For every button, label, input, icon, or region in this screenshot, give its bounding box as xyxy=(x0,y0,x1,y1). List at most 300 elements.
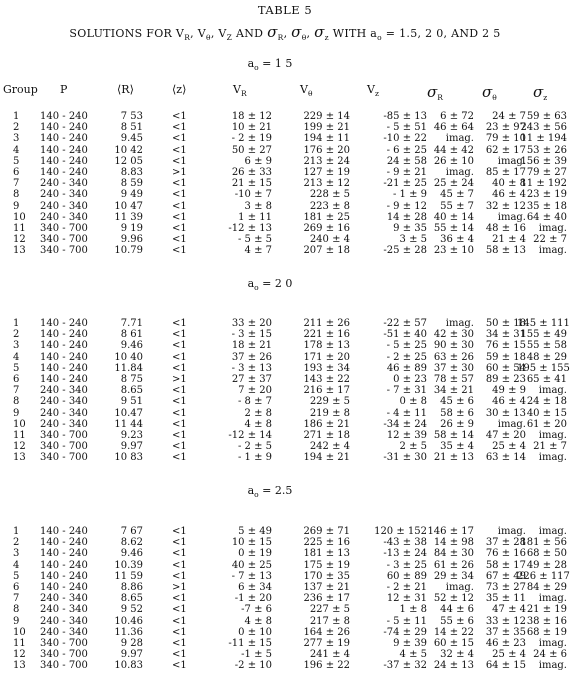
p-range-cell: 240 - 340 xyxy=(40,407,88,419)
r-mean-cell: 9 52 xyxy=(120,604,143,616)
table-row xyxy=(0,537,570,548)
group-cell: 12 xyxy=(13,441,26,453)
sigma-theta-cell: 58 ± 17 xyxy=(485,559,526,571)
group-cell: 11 xyxy=(13,429,26,441)
r-mean-cell: 9.96 xyxy=(120,234,143,246)
vtheta-cell: 176 ± 20 xyxy=(303,144,350,156)
sigma-theta-cell: 50 ± 18 xyxy=(485,318,526,329)
sigma-r-cell: 32 ± 4 xyxy=(440,649,474,661)
p-range-cell: 140 - 240 xyxy=(40,362,88,374)
group-cell: 1 xyxy=(13,318,20,329)
sigma-r-cell: 37 ± 30 xyxy=(433,362,474,374)
group-cell: 7 xyxy=(13,593,20,605)
z-mean-cell: <1 xyxy=(172,234,187,246)
r-mean-cell: 11 39 xyxy=(114,211,143,223)
sigma-r-cell: 14 ± 98 xyxy=(433,537,474,549)
sigma-r-cell: 58 ± 6 xyxy=(440,407,474,419)
p-range-cell: 340 - 700 xyxy=(40,234,88,246)
z-mean-cell: <1 xyxy=(172,570,187,582)
sigma-z-cell: 49 ± 28 xyxy=(526,559,567,571)
sigma-r-cell: 55 ± 14 xyxy=(433,222,474,234)
sigma-r-cell: 23 ± 10 xyxy=(433,245,474,257)
vtheta-cell: 164 ± 26 xyxy=(303,626,350,638)
sigma-r-cell: imag. xyxy=(445,581,474,593)
group-cell: 13 xyxy=(13,452,26,464)
vz-cell: - 1 ± 9 xyxy=(392,189,427,201)
vtheta-cell: 216 ± 17 xyxy=(303,385,350,397)
sigma-theta-cell: imag. xyxy=(497,526,526,537)
vtheta-cell: 194 ± 11 xyxy=(303,133,350,145)
group-cell: 4 xyxy=(13,559,20,571)
sigma-theta-cell: 33 ± 12 xyxy=(485,615,526,627)
r-mean-cell: 8 51 xyxy=(120,122,143,134)
vr-cell: - 8 ± 7 xyxy=(237,396,272,408)
p-range-cell: 140 - 240 xyxy=(40,340,88,352)
sigma-z-cell: imag. xyxy=(538,385,567,397)
z-mean-cell: <1 xyxy=(172,189,187,201)
p-range-cell: 240 - 340 xyxy=(40,593,88,605)
table-title: TABLE 5 xyxy=(257,3,313,17)
vz-cell: 12 ± 31 xyxy=(386,593,427,605)
group-cell: 8 xyxy=(13,604,20,616)
sigma-z-cell: 24 ± 6 xyxy=(533,649,567,661)
vz-cell: 14 ± 28 xyxy=(386,211,427,223)
z-mean-cell: <1 xyxy=(172,548,187,560)
z-mean-cell: <1 xyxy=(172,133,187,145)
sigma-z-cell: imag. xyxy=(538,452,567,464)
p-range-cell: 240 - 340 xyxy=(40,604,88,616)
sigma-theta-cell: 60 ± 54 xyxy=(485,362,526,374)
vz-cell: 9 ± 35 xyxy=(393,222,427,234)
sigma-r-cell: 29 ± 34 xyxy=(433,570,474,582)
sigma-z-cell: 61 ± 20 xyxy=(526,418,567,430)
vz-cell: 0 ± 23 xyxy=(393,373,427,385)
vtheta-cell: 229 ± 5 xyxy=(309,396,350,408)
sigma-z-cell: imag. xyxy=(538,593,567,605)
vtheta-cell: 269 ± 71 xyxy=(303,526,350,537)
col-header-r: ⟨R⟩ xyxy=(117,83,134,96)
col-header-sz: $\sigma_z$ xyxy=(533,83,548,103)
sigma-z-cell: 181 ± 56 xyxy=(520,537,567,549)
sigma-z-cell: 53 ± 26 xyxy=(526,144,567,156)
p-range-cell: 240 - 340 xyxy=(40,626,88,638)
group-cell: 5 xyxy=(13,570,20,582)
vz-cell: 4 ± 5 xyxy=(399,649,427,661)
sigma-theta-cell: 34 ± 31 xyxy=(485,329,526,341)
z-mean-cell: <1 xyxy=(172,122,187,134)
vtheta-cell: 196 ± 22 xyxy=(303,660,350,672)
sigma-z-cell: 11 ± 192 xyxy=(520,178,567,190)
table-row xyxy=(0,452,570,463)
vtheta-cell: 181 ± 13 xyxy=(303,548,350,560)
p-range-cell: 240 - 340 xyxy=(40,385,88,397)
sigma-z-cell: 156 ± 39 xyxy=(520,155,567,167)
vtheta-cell: 171 ± 20 xyxy=(303,351,350,363)
vtheta-cell: 228 ± 5 xyxy=(309,189,350,201)
vz-cell: - 9 ± 12 xyxy=(386,200,427,212)
sigma-z-cell: 24 ± 18 xyxy=(526,396,567,408)
r-mean-cell: 10.79 xyxy=(114,245,143,257)
table-row xyxy=(0,627,570,638)
group-cell: 11 xyxy=(13,637,26,649)
vz-cell: -21 ± 25 xyxy=(383,178,427,190)
r-mean-cell: 10.46 xyxy=(114,615,143,627)
group-cell: 7 xyxy=(13,385,20,397)
table-row xyxy=(0,133,570,144)
p-range-cell: 340 - 700 xyxy=(40,245,88,257)
sigma-z-cell: 195 ± 155 xyxy=(517,362,570,374)
vtheta-cell: 207 ± 18 xyxy=(303,245,350,257)
sigma-z-cell: 55 ± 58 xyxy=(526,340,567,352)
sigma-theta-cell: 73 ± 27 xyxy=(485,581,526,593)
sigma-z-cell: 226 ± 117 xyxy=(517,570,570,582)
sigma-r-cell: 58 ± 14 xyxy=(433,429,474,441)
sigma-theta-cell: 47 ± 20 xyxy=(485,429,526,441)
table-row xyxy=(0,352,570,363)
vr-cell: 18 ± 12 xyxy=(231,111,272,122)
group-cell: 7 xyxy=(13,178,20,190)
z-mean-cell: >1 xyxy=(172,373,187,385)
table-subtitle: SOLUTIONS FOR $V_R$, $V_\theta$, $V_Z$ AND $\sigma_R$, $\sigma_\theta$, $\sigma_z$ WITH $a_o = 1.5$, 2 0, AND 2 5 xyxy=(69,23,501,43)
p-range-cell: 340 - 700 xyxy=(40,637,88,649)
vz-cell: -37 ± 32 xyxy=(383,660,427,672)
group-cell: 1 xyxy=(13,526,20,537)
p-range-cell: 140 - 240 xyxy=(40,318,88,329)
sigma-theta-cell: 40 ± 8 xyxy=(492,178,526,190)
r-mean-cell: 9 49 xyxy=(120,189,143,201)
table-section-a15 xyxy=(0,111,570,256)
vz-cell: -31 ± 30 xyxy=(383,452,427,464)
group-cell: 12 xyxy=(13,649,26,661)
vtheta-cell: 241 ± 4 xyxy=(309,649,350,661)
sigma-theta-cell: 47 ± 4 xyxy=(492,604,526,616)
sigma-z-cell: imag. xyxy=(538,429,567,441)
sigma-r-cell: 42 ± 30 xyxy=(433,329,474,341)
sigma-z-cell: 79 ± 27 xyxy=(526,166,567,178)
sigma-z-cell: 35 ± 18 xyxy=(526,200,567,212)
r-mean-cell: 7 53 xyxy=(120,111,143,122)
group-cell: 12 xyxy=(13,234,26,246)
group-cell: 6 xyxy=(13,166,20,178)
table-row xyxy=(0,419,570,430)
p-range-cell: 140 - 240 xyxy=(40,548,88,560)
sigma-z-cell: imag. xyxy=(538,222,567,234)
z-mean-cell: <1 xyxy=(172,615,187,627)
vr-cell: 5 ± 49 xyxy=(238,526,272,537)
vz-cell: - 5 ± 11 xyxy=(386,615,427,627)
vz-cell: -13 ± 24 xyxy=(383,548,427,560)
vtheta-cell: 181 ± 25 xyxy=(303,211,350,223)
table-row xyxy=(0,430,570,441)
vr-cell: 0 ± 10 xyxy=(238,626,272,638)
z-mean-cell: <1 xyxy=(172,111,187,122)
r-mean-cell: 11.84 xyxy=(114,362,143,374)
p-range-cell: 240 - 340 xyxy=(40,615,88,627)
sigma-theta-cell: 35 ± 11 xyxy=(485,593,526,605)
p-range-cell: 240 - 340 xyxy=(40,189,88,201)
vr-cell: - 3 ± 15 xyxy=(231,329,272,341)
sigma-r-cell: 34 ± 21 xyxy=(433,385,474,397)
p-range-cell: 340 - 700 xyxy=(40,660,88,672)
sigma-r-cell: 90 ± 30 xyxy=(433,340,474,352)
sigma-theta-cell: 25 ± 4 xyxy=(492,441,526,453)
table-row xyxy=(0,560,570,571)
vtheta-cell: 219 ± 8 xyxy=(309,407,350,419)
vz-cell: 1 ± 8 xyxy=(399,604,427,616)
sigma-z-cell: 59 ± 63 xyxy=(526,111,567,122)
vr-cell: 4 ± 8 xyxy=(244,615,272,627)
vtheta-cell: 213 ± 24 xyxy=(303,155,350,167)
p-range-cell: 140 - 240 xyxy=(40,351,88,363)
r-mean-cell: 10 42 xyxy=(114,144,143,156)
r-mean-cell: 11.36 xyxy=(114,626,143,638)
table-row xyxy=(0,340,570,351)
sigma-theta-cell: imag. xyxy=(497,155,526,167)
z-mean-cell: >1 xyxy=(172,166,187,178)
table-row xyxy=(0,374,570,385)
sigma-r-cell: 40 ± 14 xyxy=(433,211,474,223)
vr-cell: 4 ± 7 xyxy=(244,245,272,257)
vtheta-cell: 194 ± 21 xyxy=(303,452,350,464)
sigma-r-cell: 46 ± 64 xyxy=(433,122,474,134)
p-range-cell: 340 - 700 xyxy=(40,429,88,441)
group-cell: 10 xyxy=(13,626,26,638)
p-range-cell: 340 - 700 xyxy=(40,649,88,661)
sigma-theta-cell: 37 ± 28 xyxy=(485,537,526,549)
z-mean-cell: <1 xyxy=(172,211,187,223)
section-label-a20: $a_o = 2$ 0 xyxy=(247,277,293,293)
group-cell: 2 xyxy=(13,329,20,341)
table-row xyxy=(0,223,570,234)
sigma-theta-cell: 37 ± 35 xyxy=(485,626,526,638)
r-mean-cell: 8.65 xyxy=(120,385,143,397)
col-header-sr: $\sigma_R$ xyxy=(427,83,443,103)
table-row xyxy=(0,582,570,593)
vr-cell: 3 ± 8 xyxy=(244,200,272,212)
sigma-theta-cell: 76 ± 15 xyxy=(485,340,526,352)
table-row xyxy=(0,396,570,407)
vr-cell: 50 ± 27 xyxy=(231,144,272,156)
vr-cell: - 7 ± 13 xyxy=(231,570,272,582)
vz-cell: -43 ± 38 xyxy=(383,537,427,549)
z-mean-cell: <1 xyxy=(172,441,187,453)
sigma-theta-cell: 49 ± 9 xyxy=(492,385,526,397)
vr-cell: 10 ± 15 xyxy=(231,537,272,549)
vtheta-cell: 271 ± 18 xyxy=(303,429,350,441)
sigma-theta-cell: imag. xyxy=(497,418,526,430)
table-row xyxy=(0,385,570,396)
r-mean-cell: 8 59 xyxy=(120,178,143,190)
z-mean-cell: <1 xyxy=(172,155,187,167)
sigma-r-cell: 44 ± 42 xyxy=(433,144,474,156)
sigma-theta-cell: 48 ± 16 xyxy=(485,222,526,234)
p-range-cell: 140 - 240 xyxy=(40,329,88,341)
group-cell: 1 xyxy=(13,111,20,122)
vr-cell: -10 ± 7 xyxy=(234,189,272,201)
r-mean-cell: 9.46 xyxy=(120,340,143,352)
sigma-r-cell: imag. xyxy=(445,166,474,178)
r-mean-cell: 11 59 xyxy=(114,570,143,582)
sigma-theta-cell: 64 ± 15 xyxy=(485,660,526,672)
sigma-r-cell: 63 ± 26 xyxy=(433,351,474,363)
sigma-theta-cell: 46 ± 4 xyxy=(492,189,526,201)
z-mean-cell: <1 xyxy=(172,351,187,363)
p-range-cell: 340 - 700 xyxy=(40,222,88,234)
group-cell: 10 xyxy=(13,211,26,223)
table-row xyxy=(0,234,570,245)
r-mean-cell: 10.83 xyxy=(114,660,143,672)
sigma-r-cell: 52 ± 12 xyxy=(433,593,474,605)
sigma-z-cell: 64 ± 40 xyxy=(526,211,567,223)
sigma-theta-cell: 89 ± 23 xyxy=(485,373,526,385)
group-cell: 4 xyxy=(13,144,20,156)
z-mean-cell: <1 xyxy=(172,626,187,638)
r-mean-cell: 8.86 xyxy=(120,581,143,593)
z-mean-cell: <1 xyxy=(172,537,187,549)
sigma-r-cell: 61 ± 26 xyxy=(433,559,474,571)
p-range-cell: 140 - 240 xyxy=(40,526,88,537)
sigma-theta-cell: 59 ± 18 xyxy=(485,351,526,363)
sigma-r-cell: 45 ± 6 xyxy=(440,396,474,408)
vz-cell: - 5 ± 25 xyxy=(386,340,427,352)
table-row xyxy=(0,145,570,156)
z-mean-cell: <1 xyxy=(172,329,187,341)
vtheta-cell: 236 ± 17 xyxy=(303,593,350,605)
sigma-r-cell: 26 ± 10 xyxy=(433,155,474,167)
group-cell: 6 xyxy=(13,373,20,385)
col-header-z: ⟨z⟩ xyxy=(172,83,187,96)
z-mean-cell: <1 xyxy=(172,340,187,352)
table-row xyxy=(0,122,570,133)
sigma-z-cell: 48 ± 29 xyxy=(526,351,567,363)
z-mean-cell: <1 xyxy=(172,407,187,419)
table-section-a25 xyxy=(0,526,570,671)
table-row xyxy=(0,571,570,582)
sigma-theta-cell: 21 ± 4 xyxy=(492,234,526,246)
table-row xyxy=(0,245,570,256)
sigma-r-cell: imag. xyxy=(445,133,474,145)
group-cell: 5 xyxy=(13,362,20,374)
vz-cell: - 2 ± 21 xyxy=(386,581,427,593)
vtheta-cell: 199 ± 21 xyxy=(303,122,350,134)
sigma-theta-cell: 85 ± 17 xyxy=(485,166,526,178)
sigma-theta-cell: 23 ± 97 xyxy=(485,122,526,134)
vtheta-cell: 217 ± 8 xyxy=(309,615,350,627)
group-cell: 2 xyxy=(13,122,20,134)
p-range-cell: 140 - 240 xyxy=(40,581,88,593)
r-mean-cell: 9.46 xyxy=(120,548,143,560)
sigma-r-cell: 45 ± 7 xyxy=(440,189,474,201)
p-range-cell: 140 - 240 xyxy=(40,559,88,571)
z-mean-cell: <1 xyxy=(172,245,187,257)
table-row xyxy=(0,638,570,649)
vtheta-cell: 193 ± 34 xyxy=(303,362,350,374)
r-mean-cell: 10 83 xyxy=(114,452,143,464)
vr-cell: - 2 ± 5 xyxy=(237,441,272,453)
sigma-z-cell: 155 ± 49 xyxy=(520,329,567,341)
vz-cell: -10 ± 22 xyxy=(383,133,427,145)
vz-cell: 60 ± 89 xyxy=(386,570,427,582)
r-mean-cell: 7.71 xyxy=(120,318,143,329)
vr-cell: 4 ± 8 xyxy=(244,418,272,430)
sigma-r-cell: 6 ± 72 xyxy=(440,111,474,122)
table-row xyxy=(0,616,570,627)
sigma-r-cell: 35 ± 4 xyxy=(440,441,474,453)
p-range-cell: 140 - 240 xyxy=(40,537,88,549)
sigma-z-cell: 23 ± 19 xyxy=(526,189,567,201)
sigma-r-cell: 78 ± 57 xyxy=(433,373,474,385)
vr-cell: -1 ± 20 xyxy=(234,593,272,605)
sigma-theta-cell: 67 ± 49 xyxy=(485,570,526,582)
sigma-r-cell: 60 ± 15 xyxy=(433,637,474,649)
table-row xyxy=(0,441,570,452)
vz-cell: -85 ± 13 xyxy=(383,111,427,122)
vtheta-cell: 175 ± 19 xyxy=(303,559,350,571)
table-row xyxy=(0,178,570,189)
z-mean-cell: <1 xyxy=(172,362,187,374)
col-header-vt: $V_\theta$ xyxy=(300,83,313,99)
col-header-group: Group xyxy=(3,83,38,96)
vr-cell: 6 ± 34 xyxy=(238,581,272,593)
table-row xyxy=(0,363,570,374)
vz-cell: 2 ± 5 xyxy=(399,441,427,453)
z-mean-cell: <1 xyxy=(172,593,187,605)
vtheta-cell: 240 ± 4 xyxy=(309,234,350,246)
sigma-z-cell: imag. xyxy=(538,660,567,672)
sigma-z-cell: 65 ± 41 xyxy=(526,373,567,385)
vz-cell: - 2 ± 25 xyxy=(386,351,427,363)
vr-cell: 33 ± 20 xyxy=(231,318,272,329)
z-mean-cell: <1 xyxy=(172,144,187,156)
p-range-cell: 140 - 240 xyxy=(40,155,88,167)
sigma-theta-cell: 63 ± 14 xyxy=(485,452,526,464)
vr-cell: - 5 ± 5 xyxy=(237,234,272,246)
vtheta-cell: 186 ± 21 xyxy=(303,418,350,430)
r-mean-cell: 11 44 xyxy=(114,418,143,430)
vz-cell: -34 ± 24 xyxy=(383,418,427,430)
vz-cell: -51 ± 40 xyxy=(383,329,427,341)
vtheta-cell: 242 ± 4 xyxy=(309,441,350,453)
sigma-r-cell: 24 ± 13 xyxy=(433,660,474,672)
z-mean-cell: >1 xyxy=(172,581,187,593)
p-range-cell: 140 - 240 xyxy=(40,373,88,385)
z-mean-cell: <1 xyxy=(172,178,187,190)
z-mean-cell: <1 xyxy=(172,637,187,649)
vz-cell: 46 ± 89 xyxy=(386,362,427,374)
table-row xyxy=(0,167,570,178)
vtheta-cell: 127 ± 19 xyxy=(303,166,350,178)
z-mean-cell: <1 xyxy=(172,222,187,234)
sigma-r-cell: 55 ± 7 xyxy=(440,200,474,212)
r-mean-cell: 10.39 xyxy=(114,559,143,571)
vtheta-cell: 277 ± 19 xyxy=(303,637,350,649)
table-row xyxy=(0,111,570,122)
vtheta-cell: 221 ± 16 xyxy=(303,329,350,341)
sigma-theta-cell: 62 ± 17 xyxy=(485,144,526,156)
r-mean-cell: 9.97 xyxy=(120,649,143,661)
sigma-r-cell: 146 ± 17 xyxy=(427,526,474,537)
sigma-z-cell: 21 ± 7 xyxy=(533,441,567,453)
vtheta-cell: 227 ± 5 xyxy=(309,604,350,616)
sigma-r-cell: 21 ± 13 xyxy=(433,452,474,464)
vr-cell: - 2 ± 19 xyxy=(231,133,272,145)
r-mean-cell: 8.62 xyxy=(120,537,143,549)
sigma-r-cell: 26 ± 9 xyxy=(440,418,474,430)
sigma-theta-cell: 46 ± 4 xyxy=(492,396,526,408)
col-header-vz: $V_z$ xyxy=(367,83,379,99)
table-row xyxy=(0,593,570,604)
vtheta-cell: 178 ± 13 xyxy=(303,340,350,352)
